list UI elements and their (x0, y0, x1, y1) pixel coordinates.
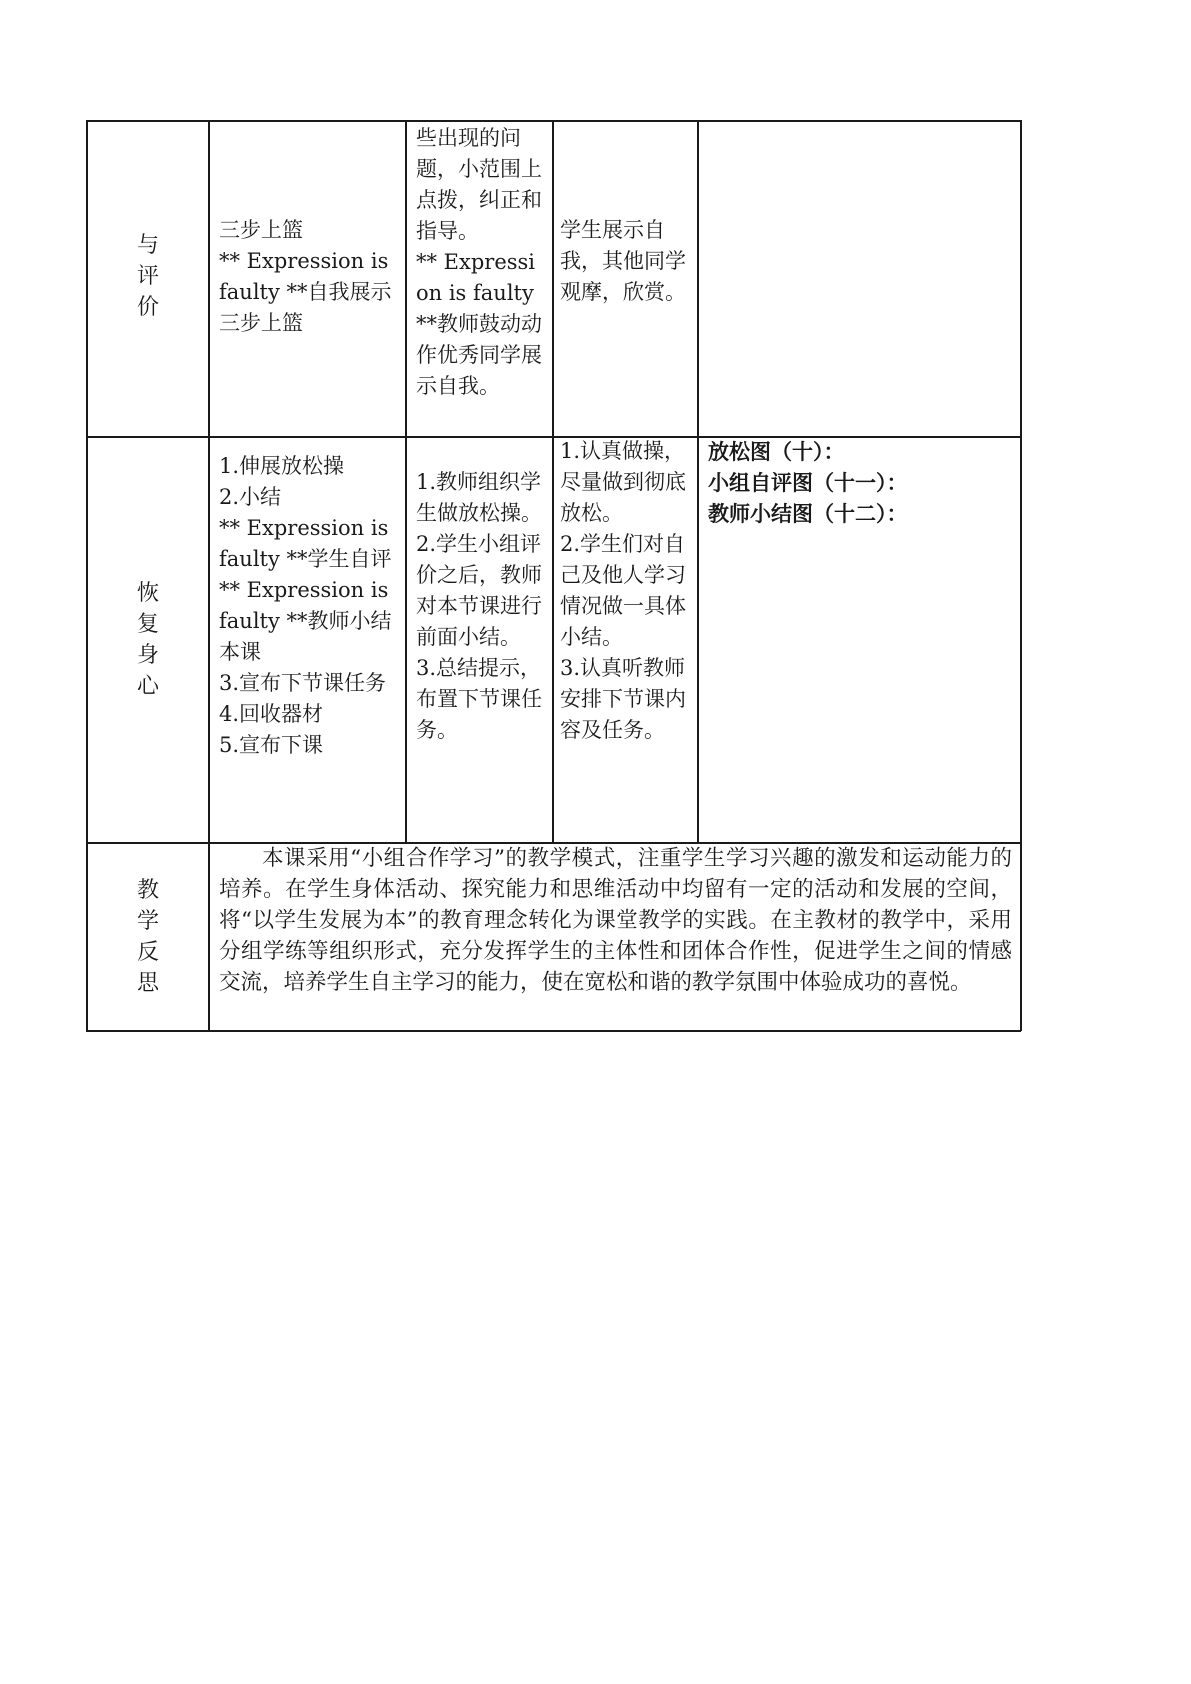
reflection-category: 教 学 反 思 (136, 878, 159, 996)
table-border-right (1020, 120, 1022, 1031)
note-group-evaluation-figure: 小组自评图（十一）： (708, 470, 908, 495)
table-col-divider-2 (405, 120, 407, 843)
table-col-divider-3 (552, 120, 554, 843)
note-teacher-summary-figure: 教师小结图（十二）： (708, 501, 908, 526)
row2-notes (708, 436, 1018, 529)
reflection-text: 本课采用“小组合作学习”的教学模式，注重学生学习兴趣的激发和运动能力的培养。在学生身体活动、探究能力和思维活动中均留有一定的活动和发展的空间，将“以学生发展为本”的教育理念转化为课堂教学的实践。在主教材的教学中，采用分组学练等组织形式，充分发挥学生的主体性和团体合作性，促进学生之间的情感交流，培养学生自主学习的能力，使在宽松和谐的教学氛围中体验成功的喜悦。 (219, 846, 1012, 995)
note-relax-figure: 放松图（十）： (708, 439, 845, 464)
row1-category: 与 评 价 (136, 233, 159, 320)
table-border-bottom (86, 1030, 1021, 1032)
row1-content: 三步上篮 ** Expression is faulty **自我展示三步上篮 (219, 218, 392, 335)
row2-content: 1.伸展放松操 2.小结 ** Expression is faulty **学生自评 ** Expression is faulty **教师小结本课 3.宣布下节课任务 4.回收器材 5.宣布下课 (219, 454, 392, 757)
row1-teacher: 些出现的问题，小范围上点拨，纠正和指导。 ** Expression is faulty **教师鼓动动作优秀同学展示自我。 (416, 126, 542, 398)
row2-teacher: 1.教师组织学生做放松操。 2.学生小组评价之后，教师对本节课进行前面小结。 3.总结提示，布置下节课任务。 (416, 470, 542, 742)
table-col-divider-1 (208, 120, 210, 1031)
row1-student: 学生展示自我，其他同学观摩，欣赏。 (560, 218, 686, 304)
row2-category: 恢 复 身 心 (136, 581, 159, 699)
row2-student: 1.认真做操，尽量做到彻底放松。 2.学生们对自己及他人学习情况做一具体小结。 3.认真听教师安排下节课内容及任务。 (560, 439, 686, 742)
table-border-top (86, 120, 1021, 122)
table-col-divider-4 (697, 120, 699, 843)
